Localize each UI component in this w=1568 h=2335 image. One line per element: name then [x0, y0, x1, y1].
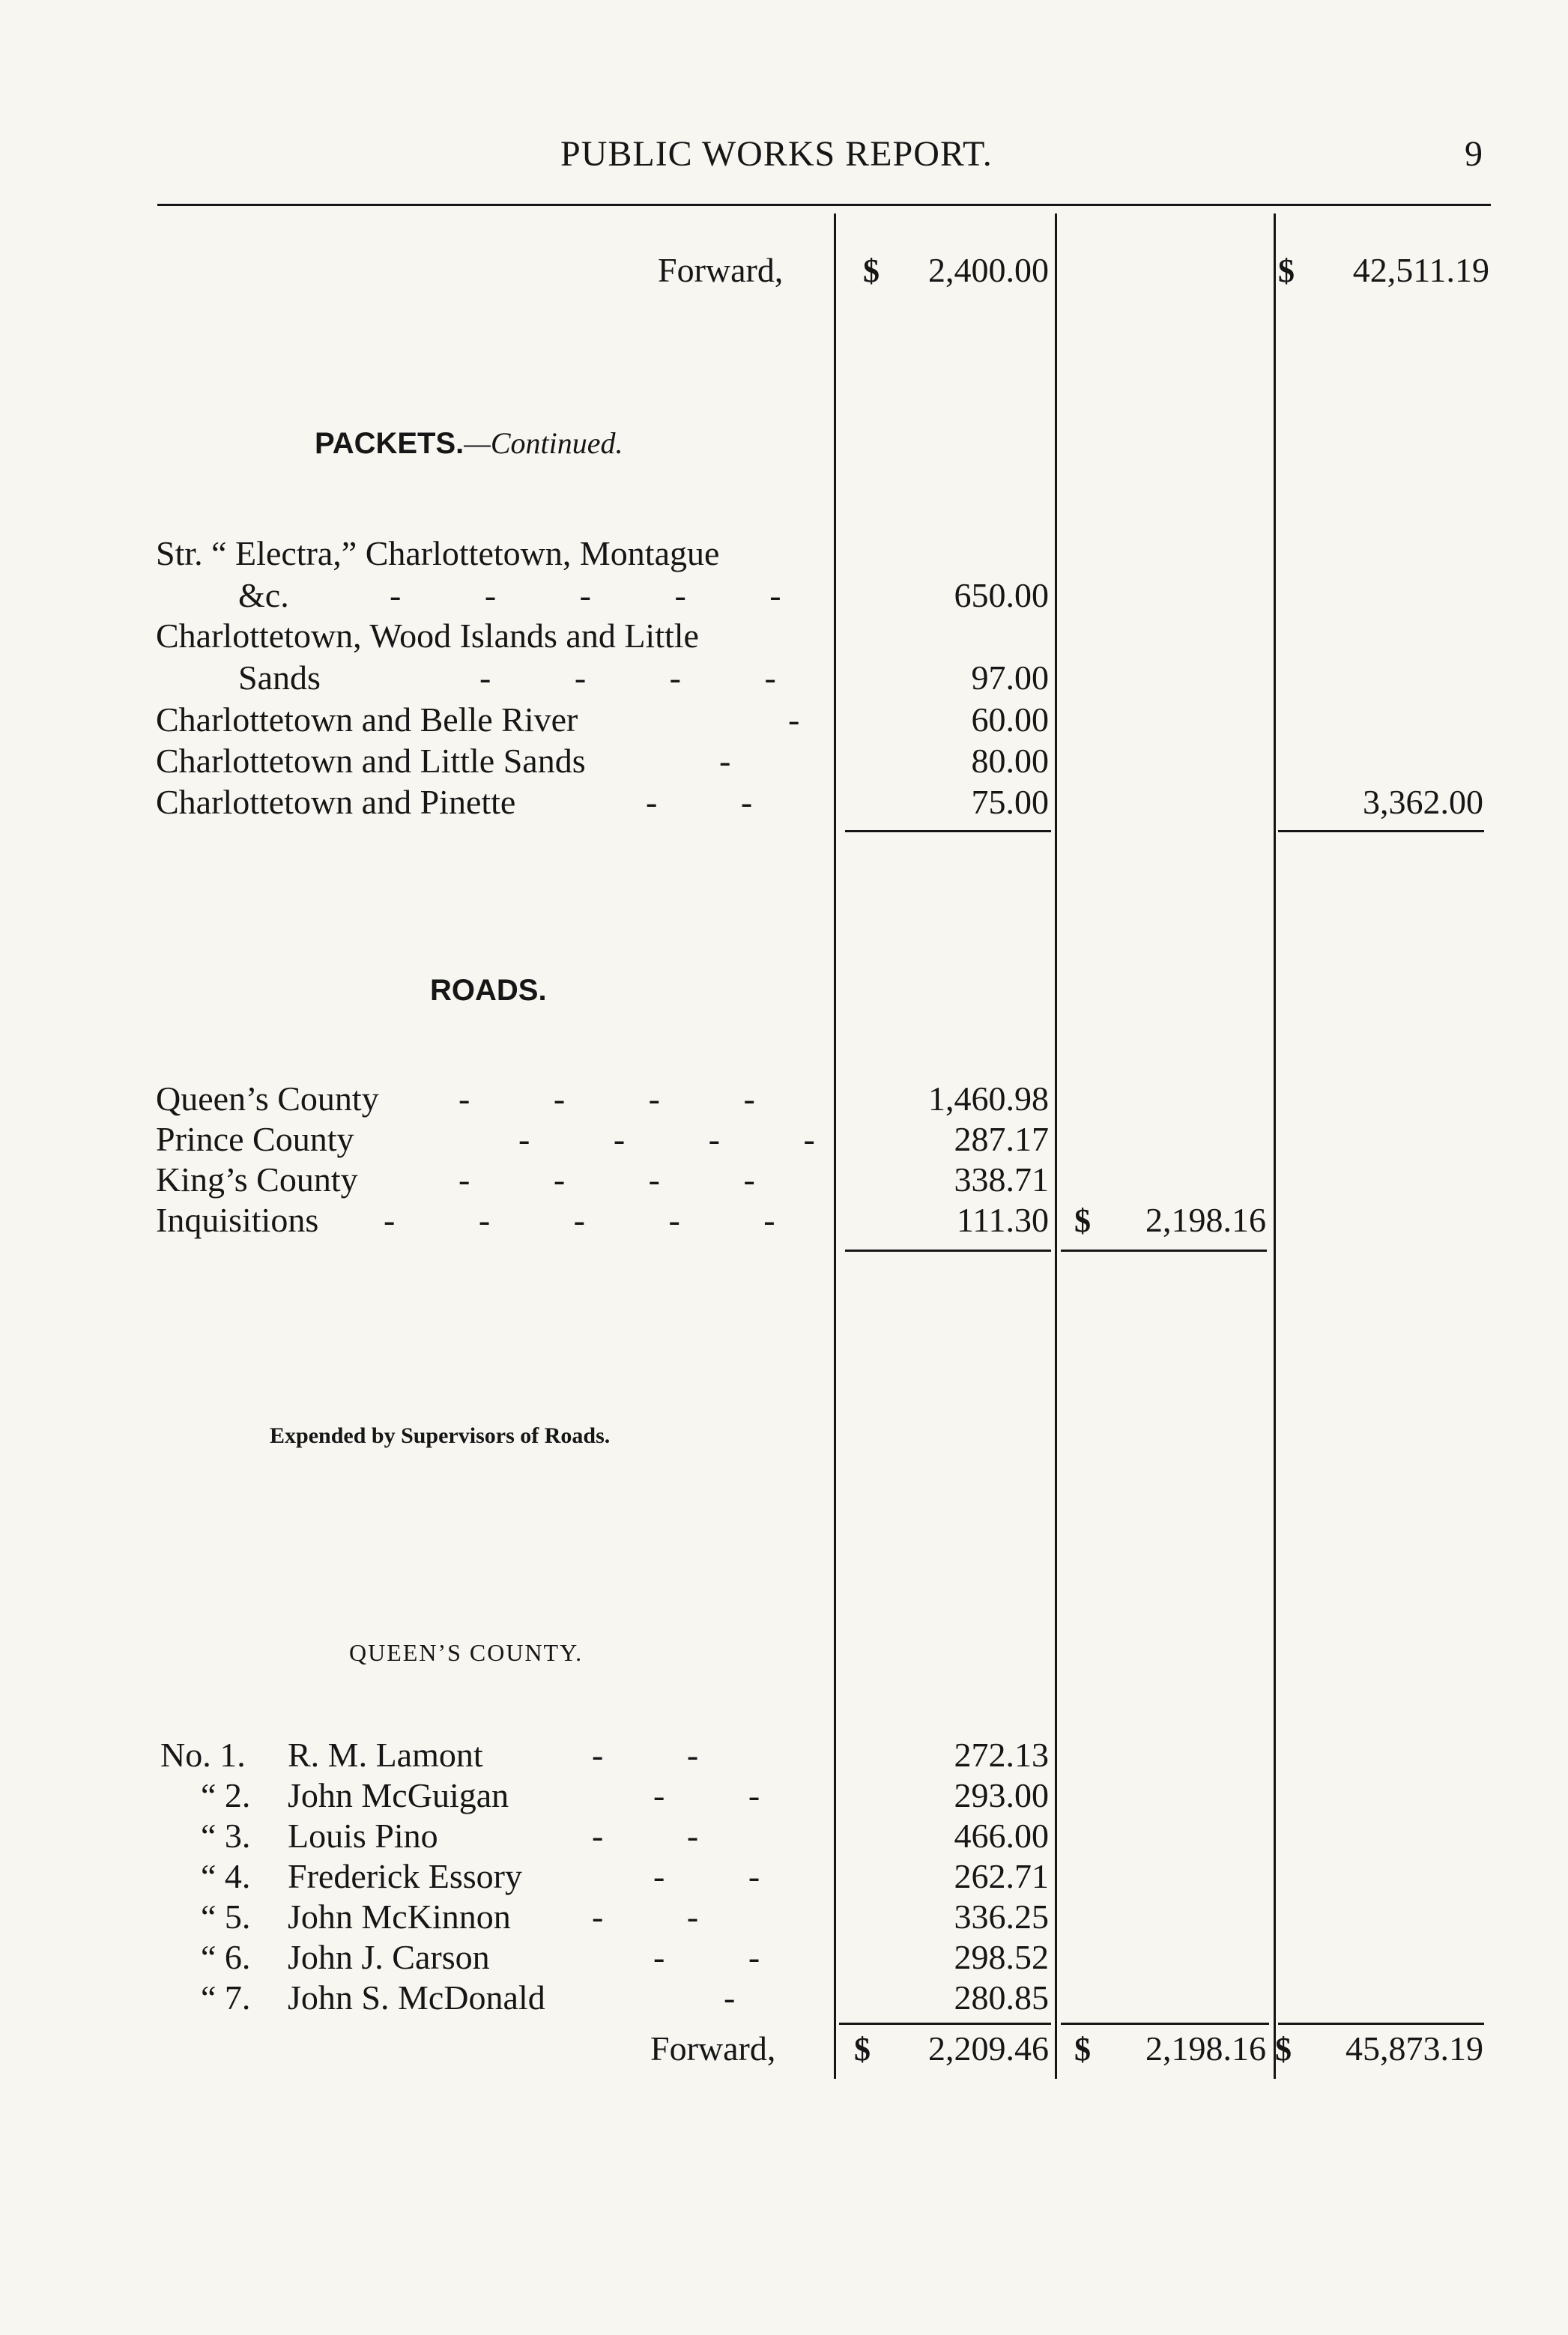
queens-county-heading: QUEEN’S COUNTY.: [349, 1639, 584, 1666]
roads-total-rule: [1061, 1250, 1267, 1252]
forward-bottom-rule-col2: [1061, 2023, 1269, 2025]
column-rule-3: [1274, 213, 1276, 2079]
leader-dots: - -: [653, 1857, 798, 1895]
currency-sign: $: [1074, 2031, 1091, 2068]
packet-row-5: Charlottetown and Pinette: [156, 783, 516, 821]
supervisor-row-amount: 280.85: [954, 1978, 1049, 2017]
supervisor-row-prefix: “ 5.: [201, 1898, 251, 1936]
supervisor-row-prefix: “ 6.: [201, 1938, 251, 1976]
packet-row-1-line2: &c.: [238, 576, 289, 614]
supervisor-row-name: Louis Pino: [288, 1817, 438, 1855]
packet-row-5-amount: 75.00: [971, 783, 1049, 821]
supervisor-row-prefix: “ 7.: [201, 1978, 251, 2017]
supervisor-row-prefix: No. 1.: [160, 1736, 246, 1774]
leader-dots: - -: [653, 1776, 798, 1814]
leader-dots: -: [724, 1978, 736, 2017]
roads-amount-kings: 338.71: [954, 1160, 1049, 1199]
leader-dots: -: [788, 700, 800, 739]
supervisor-row-amount: 336.25: [954, 1898, 1049, 1936]
currency-sign: $: [854, 2031, 871, 2068]
forward-label-bottom: Forward,: [650, 2029, 776, 2068]
packets-heading-text: PACKETS.: [315, 427, 464, 460]
leader-dots: -: [719, 742, 731, 780]
page-title: PUBLIC WORKS REPORT.: [560, 134, 993, 174]
forward-amount-bottom-col3: 45,873.19: [1345, 2029, 1483, 2068]
leader-dots: - - - - -: [384, 1201, 813, 1239]
supervisor-row-amount: 293.00: [954, 1776, 1049, 1814]
column-rule-2: [1055, 213, 1057, 2079]
leader-dots: - - - -: [479, 658, 814, 697]
roads-heading: ROADS.: [430, 974, 547, 1007]
leader-dots: - - - -: [458, 1079, 793, 1118]
supervisor-row-prefix: “ 3.: [201, 1817, 251, 1855]
currency-sign: $: [863, 252, 880, 289]
supervisor-row-name: John McGuigan: [288, 1776, 509, 1814]
packets-subtotal-rule: [845, 830, 1051, 832]
leader-dots: - -: [592, 1817, 736, 1855]
roads-amount-inquisitions: 111.30: [956, 1201, 1049, 1239]
forward-bottom-rule-col1: [839, 2023, 1051, 2025]
supervisor-row-prefix: “ 2.: [201, 1776, 251, 1814]
supervisor-row-amount: 262.71: [954, 1857, 1049, 1895]
packets-total-rule: [1278, 830, 1484, 832]
packet-row-1-line1: Str. “ Electra,” Charlottetown, Montague: [156, 534, 720, 572]
roads-amount-prince: 287.17: [954, 1120, 1049, 1158]
forward-amount-col3: 42,511.19: [1352, 251, 1489, 289]
leader-dots: - - - -: [518, 1120, 853, 1158]
roads-row-prince: Prince County: [156, 1120, 354, 1158]
forward-amount-col1: 2,400.00: [928, 251, 1049, 289]
leader-dots: - - - -: [458, 1160, 793, 1199]
supervisor-row-amount: 466.00: [954, 1817, 1049, 1855]
packet-row-4: Charlottetown and Little Sands: [156, 742, 586, 780]
supervisor-row-name: Frederick Essory: [288, 1857, 522, 1895]
supervisor-row-name: John J. Carson: [288, 1938, 490, 1976]
supervisor-row-name: R. M. Lamont: [288, 1736, 483, 1774]
supervisor-row-name: John McKinnon: [288, 1898, 511, 1936]
leader-dots: - - - - -: [390, 576, 819, 614]
currency-sign: $: [1074, 1202, 1091, 1239]
leader-dots: - -: [592, 1898, 736, 1936]
roads-row-inquisitions: Inquisitions: [156, 1201, 319, 1239]
packet-row-2-amount: 97.00: [971, 658, 1049, 697]
header-rule: [157, 204, 1491, 206]
roads-amount-queens: 1,460.98: [928, 1079, 1049, 1118]
packet-row-1-amount: 650.00: [954, 576, 1049, 614]
currency-sign: $: [1275, 2031, 1292, 2068]
packet-row-3-amount: 60.00: [971, 700, 1049, 739]
packet-row-3: Charlottetown and Belle River: [156, 700, 578, 739]
supervisor-row-amount: 272.13: [954, 1736, 1049, 1774]
packet-row-2-line1: Charlottetown, Wood Islands and Little: [156, 617, 699, 655]
forward-amount-bottom-col2: 2,198.16: [1145, 2029, 1266, 2068]
leader-dots: - -: [653, 1938, 798, 1976]
packet-row-4-amount: 80.00: [971, 742, 1049, 780]
currency-sign: $: [1278, 252, 1295, 289]
forward-label-top: Forward,: [658, 251, 784, 289]
supervisor-row-name: John S. McDonald: [288, 1978, 545, 2017]
supervisor-row-prefix: “ 4.: [201, 1857, 251, 1895]
leader-dots: - -: [592, 1736, 736, 1774]
page-number: 9: [1465, 134, 1483, 174]
roads-row-queens: Queen’s County: [156, 1079, 379, 1118]
roads-row-kings: King’s County: [156, 1160, 358, 1199]
forward-bottom-rule-col3: [1278, 2023, 1484, 2025]
packets-heading: [315, 425, 623, 461]
roads-total: 2,198.16: [1145, 1201, 1266, 1239]
leader-dots: - -: [646, 783, 790, 821]
packets-heading-suffix: —Continued.: [464, 426, 623, 460]
supervisors-heading: Expended by Supervisors of Roads.: [270, 1423, 611, 1448]
packet-row-2-line2: Sands: [238, 658, 321, 697]
supervisor-row-amount: 298.52: [954, 1938, 1049, 1976]
packets-total: 3,362.00: [1363, 783, 1483, 821]
roads-subtotal-rule: [845, 1250, 1051, 1252]
forward-amount-bottom-col1: 2,209.46: [928, 2029, 1049, 2068]
